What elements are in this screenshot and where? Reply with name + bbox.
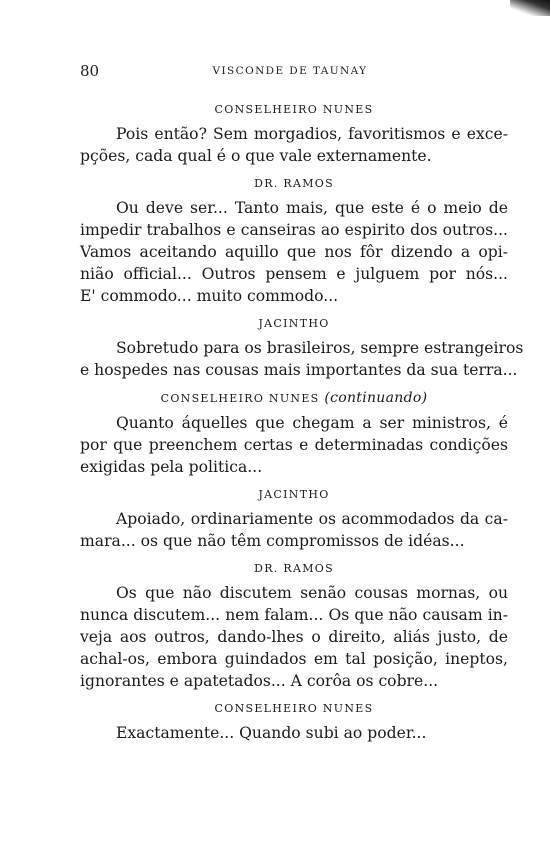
speech-paragraph xyxy=(80,508,508,552)
page-number: 80 xyxy=(80,62,100,80)
text-line: Pois então? Sem morgadios, favoritismos e exce- xyxy=(116,125,508,143)
text-line: nião official... Outros pensem e julguem por nós... xyxy=(80,265,508,283)
text-line: impedir trabalhos e canseiras ao espirito dos outros... xyxy=(80,221,508,239)
speech-paragraph xyxy=(80,412,508,478)
stage-direction: (continuando) xyxy=(324,390,428,406)
speaker-heading xyxy=(80,701,508,717)
speaker-heading xyxy=(80,316,508,332)
speaker-name: CONSELHEIRO NUNES xyxy=(214,702,374,715)
page-header xyxy=(80,62,500,82)
speaker-name: JACINTHO xyxy=(258,488,330,501)
text-line: pções, cada qual é o que vale externamente. xyxy=(80,147,432,165)
speech-paragraph xyxy=(80,337,524,381)
speech-paragraph xyxy=(80,197,508,307)
text-line: Vamos aceitando aquillo que nos fôr dizendo a opi- xyxy=(80,243,508,261)
speaker-name: CONSELHEIRO NUNES xyxy=(214,103,374,116)
speech-paragraph xyxy=(80,722,508,744)
speaker-heading xyxy=(80,176,508,192)
text-line: achal-os, embora guindados em tal posição, ineptos, xyxy=(80,650,508,668)
scan-corner-shadow xyxy=(510,0,550,16)
speaker-name: DR. RAMOS xyxy=(254,177,334,190)
text-line: Quanto áquelles que chegam a ser ministros, é xyxy=(116,414,508,432)
text-line: E' commodo... muito commodo... xyxy=(80,287,339,305)
text-line: e hospedes nas cousas mais importantes da sua terra... xyxy=(80,361,518,379)
running-head: VISCONDE DE TAUNAY xyxy=(212,65,368,77)
text-line: ignorantes e apatetados... A corôa os cobre... xyxy=(80,672,439,690)
speaker-name: JACINTHO xyxy=(258,317,330,330)
speaker-heading xyxy=(80,102,508,118)
dialogue-content xyxy=(80,102,524,753)
text-line: Os que não discutem senão cousas mornas, ou xyxy=(116,584,508,602)
text-line: exigidas pela politica... xyxy=(80,458,263,476)
text-line: mara... os que não têm compromissos de idéas... xyxy=(80,532,465,550)
speaker-name: CONSELHEIRO NUNES xyxy=(160,392,320,405)
speaker-heading xyxy=(80,561,508,577)
text-line: Sobretudo para os brasileiros, sempre estrangeiros xyxy=(116,339,524,357)
speaker-heading xyxy=(80,487,508,503)
text-line: Ou deve ser... Tanto mais, que este é o meio de xyxy=(116,199,508,217)
speech-paragraph xyxy=(80,123,508,167)
speaker-name: DR. RAMOS xyxy=(254,562,334,575)
text-line: por que preenchem certas e determinadas condições xyxy=(80,436,508,454)
text-line: veja aos outros, dando-lhes o direito, aliás justo, de xyxy=(80,628,508,646)
speech-paragraph xyxy=(80,582,508,692)
speaker-heading xyxy=(80,390,508,407)
text-line: Apoiado, ordinariamente os acommodados da ca- xyxy=(116,510,508,528)
text-line: Exactamente... Quando subi ao poder... xyxy=(116,724,427,742)
text-line: nunca discutem... nem falam... Os que não causam in- xyxy=(80,606,508,624)
